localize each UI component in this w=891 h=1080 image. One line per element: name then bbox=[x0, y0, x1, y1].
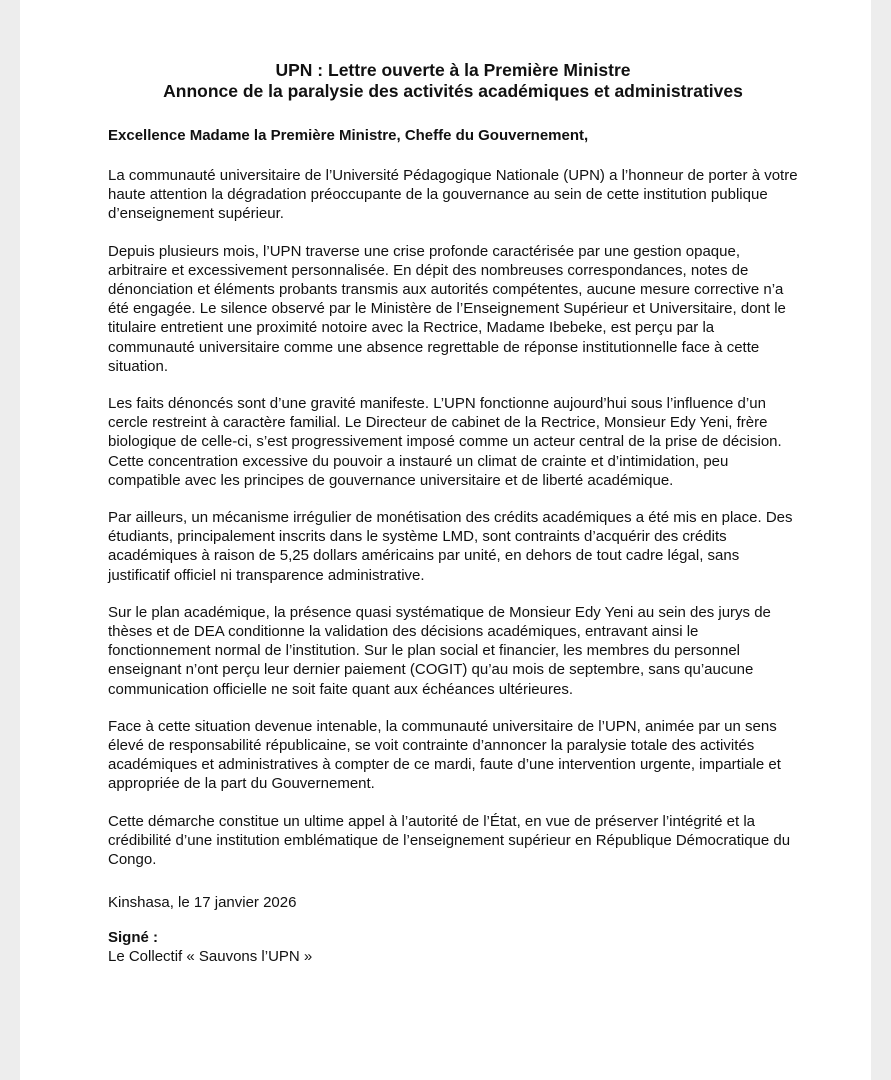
salutation: Excellence Madame la Première Ministre, Cheffe du Gouvernement, bbox=[108, 127, 589, 144]
paragraph-3: Les faits dénoncés sont d’une gravité manifeste. L’UPN fonctionne aujourd’hui sous l’influence d’un cercle restreint à caractère familial. Le Directeur de cabinet de la Rectrice, Monsieur Edy Yeni, frère biologique de celle-ci, s’est progressivement imposé comme un acteur central de la prise de décision. Cette concentration excessive du pouvoir a instauré un climat de crainte et d’intimidation, peu compatible avec les principes de gouvernance universitaire et de liberté académique. bbox=[108, 395, 782, 489]
paragraph-5: Sur le plan académique, la présence quasi systématique de Monsieur Edy Yeni au sein des jurys de thèses et de DEA conditionne la validation des décisions académiques, entravant ainsi le fonctionnement normal de l’institution. Sur le plan social et financier, les membres du personnel enseignant n’ont perçu leur dernier paiement (COGIT) qu’au mois de septembre, sans qu’aucune communication officielle ne soit faite quant aux échéances ultérieures. bbox=[108, 603, 771, 698]
title-line-1: UPN : Lettre ouverte à la Première Ministre bbox=[275, 60, 631, 80]
paragraph-6: Face à cette situation devenue intenable, la communauté universitaire de l’UPN, animée par un sens élevé de responsabilité républicaine, se voit contrainte d’annoncer la paralysie totale des activités académiques et administratives à compter de ce mardi, faute d’une intervention urgente, impartiale et appropriée de la part du Gouvernement. bbox=[108, 717, 781, 793]
paragraph-4: Par ailleurs, un mécanisme irrégulier de monétisation des crédits académiques a été mis en place. Des étudiants, principalement inscrits dans le système LMD, sont contraints d’acquérir des crédits académiques à raison de 5,25 dollars américains par unité, en dehors de tout cadre légal, sans justificatif officiel ni transparence administrative. bbox=[108, 509, 793, 584]
signature-name: Le Collectif « Sauvons l’UPN » bbox=[108, 948, 313, 966]
document-page bbox=[20, 0, 871, 1080]
title-line-2: Annonce de la paralysie des activités académiques et administratives bbox=[163, 81, 743, 101]
paragraph-7: Cette démarche constitue un ultime appel à l’autorité de l’État, en vue de préserver l’intégrité et la crédibilité d’une institution emblématique de l’enseignement supérieur en République Démocratique du Congo. bbox=[108, 812, 791, 869]
letter-title bbox=[108, 60, 798, 102]
date-line: Kinshasa, le 17 janvier 2026 bbox=[108, 894, 297, 912]
signature-label: Signé : bbox=[108, 929, 159, 947]
paragraph-2: Depuis plusieurs mois, l’UPN traverse une crise profonde caractérisée par une gestion opaque, arbitraire et excessivement personnalisée. En dépit des nombreuses correspondances, notes de dénonciation et éléments probants transmis aux autorités compétentes, aucune mesure corrective n’a été engagée. Le silence observé par le Ministère de l’Enseignement Supérieur et Universitaire, dont le titulaire entretient une proximité notoire avec la Rectrice, Madame Ibebeke, est perçu par la communauté universitaire comme une absence regrettable de réponse institutionnelle face à cette situation. bbox=[108, 242, 786, 375]
letter-body bbox=[108, 60, 798, 966]
paragraph-1: La communauté universitaire de l’Université Pédagogique Nationale (UPN) a l’honneur de porter à votre haute attention la dégradation préoccupante de la gouvernance au sein de cette institution publique d’enseignement supérieur. bbox=[108, 167, 798, 223]
